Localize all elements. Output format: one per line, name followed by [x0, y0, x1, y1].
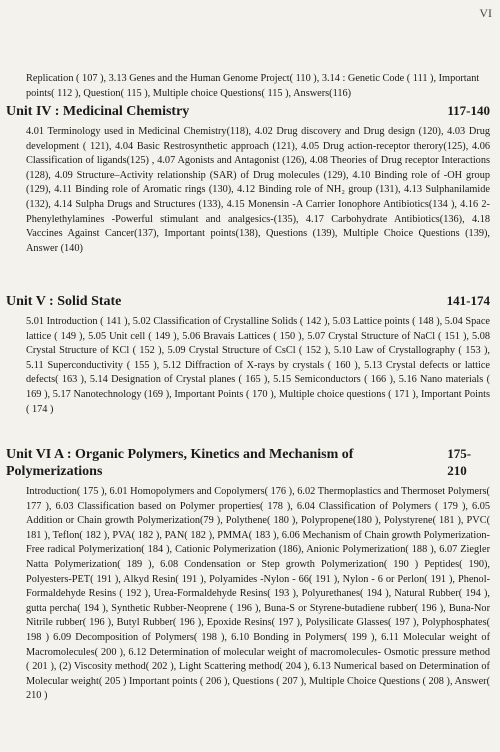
unit-iv-title: Unit IV : Medicinal Chemistry [6, 104, 190, 119]
unit-iv-contents: 4.01 Terminology used in Medicinal Chemistry(118), 4.02 Drug discovery and Drug design (120), 4.03 Drug development ( 121), 4.04 Basic Restrosynthetic approach (121), 4.05 Drug action-receptor therory(125), 4.06 Classification of ligands(125) , 4.07 Agonists and Antagonist (126), 4.08 Theories of Drug receptor Interactions (128), 4.09 Structure–Activity relationship (SAR) of Drug molecules (129), 4.10 Binding role of -OH group (129), 4.11 Binding role of Aromatic rings (130), 4.12 Binding role of NH₂ group (131), 4.13 Sulphanilamide (132), 4.14 Sulpha Drugs and Structures (133), 4.15 Monensin -A Carrier Ionophore Antibiotics(134 ), 4.16 2-Phenylethylamines -Powerful stimulant and analgesics-(135), 4.17 Carbohydrate Antibiotics(136), 4.18 Vaccines Against Cancer(137), Important points(138), Questions (139), Multiple Choice Questions (139), Answer (140) [26, 126, 490, 254]
unit-v-section [6, 292, 490, 417]
unit-iv-section [6, 102, 490, 256]
unit-vi-a-heading [6, 445, 490, 480]
unit-vi-a-title: Unit VI A : Organic Polymers, Kinetics and Mechanism of Polymerizations [6, 447, 354, 479]
unit-iv-pages: 117-140 [447, 103, 490, 118]
unit-iv-heading [6, 102, 490, 120]
page-number: VI [479, 6, 492, 20]
unit-vi-a-contents: Introduction( 175 ), 6.01 Homopolymers and Copolymers( 176 ), 6.02 Thermoplastics and Thermoset Polymers( 177 ), 6.03 Classification based on Polymer properties( 178 ), 6.04 Classification of Polymers ( 179 ), 6.05 Addition or Chain growth Polymerization(79 ), Polythene( 180 ), Polypropene(180 ), Polystyrene( 181 ), PVC( 181 ), Teflon( 182 ), PVA( 182 ), PAN( 182 ), PMMA( 183 ), 6.06 Mechanism of Chain growth Polymerization- Free radical Polymerization( 184 ), Cationic Polymerization (186), Anionic Polymerization( 188 ), 6.07 Ziegler Natta Polymerization( 189 ), 6.08 Condensation or Step growth Polymerization( 190 ) Peptides( 190), Polyesters-PET( 191 ), Alkyd Resin( 191 ), Polyamides -Nylon - 66( 191 ), Nylon - 6 or Perlon( 191 ), Phenol-Formaldehyde Resins ( 192 ), Urea-Formaldehyde Resins( 193 ), Polyurethanes( 194 ), Natural Rubber( 194 ), gutta percha( 194 ), Synthetic Rubber-Neoprene ( 196 ), Buna-S or Styrene-butadiene rubber( 196 ), Buna-Nor Nitrile rubber( 196 ), Butyl Rubber( 196 ), Epoxide Resins( 197 ), Polysilicate Glasses( 197 ), Polyphosphates( 198 ) 6.09 Decomposition of Polymers( 198 ), 6.10 Bonding in Polymers( 199 ), 6.11 Molecular weight of Macromolecules( 200 ), 6.12 Determination of molecular weight of macromolecules- Osmotic pressure method ( 201 ), (2) Viscosity method( 202 ), Light Scattering method( 204 ), 6.13 Numerical based on Determination of Molecular weight( 205 ) Important points ( 206 ), Questions ( 207 ), Multiple Choice Questions ( 208 ), Answer( 210 ) [26, 486, 490, 702]
unit-v-pages: 141-174 [446, 293, 490, 308]
unit-vi-a-pages: 175-210 [447, 446, 472, 478]
unit-v-title: Unit V : Solid State [6, 294, 122, 309]
unit-vi-a-section [6, 445, 490, 704]
unit-v-contents: 5.01 Introduction ( 141 ), 5.02 Classification of Crystalline Solids ( 142 ), 5.03 Lattice points ( 148 ), 5.04 Space lattice ( 149 ), 5.05 Unit cell ( 149 ), 5.06 Bravais Lattices ( 150 ), 5.07 Crystal Structure of NaCl ( 151 ), 5.08 Crystal Structure of KCl ( 152 ), 5.09 Crystal Structure of CsCl ( 152 ), 5.10 Law of Crystallography ( 153 ), 5.11 Superconductivity ( 155 ), 5.12 Diffraction of X-rays by crystals ( 160 ), 5.13 Crystal defects or lattice defects( 163 ), 5.14 Designation of Crystal planes ( 165 ), 5.15 Semiconductors ( 166 ), 5.16 Nano materials ( 169 ), 5.17 Nanotechnology (169 ), Important Points ( 170 ), Multiple choice questions ( 171 ), Important Points ( 174 ) [26, 316, 490, 415]
unit-v-heading [6, 292, 490, 310]
continuation-text: Replication ( 107 ), 3.13 Genes and the Human Genome Project( 110 ), 3.14 : Genetic Code ( 111 ), Important points( 112 ), Question( 115 ), Multiple choice Questions( 115 ), Answers(116) [26, 73, 480, 99]
